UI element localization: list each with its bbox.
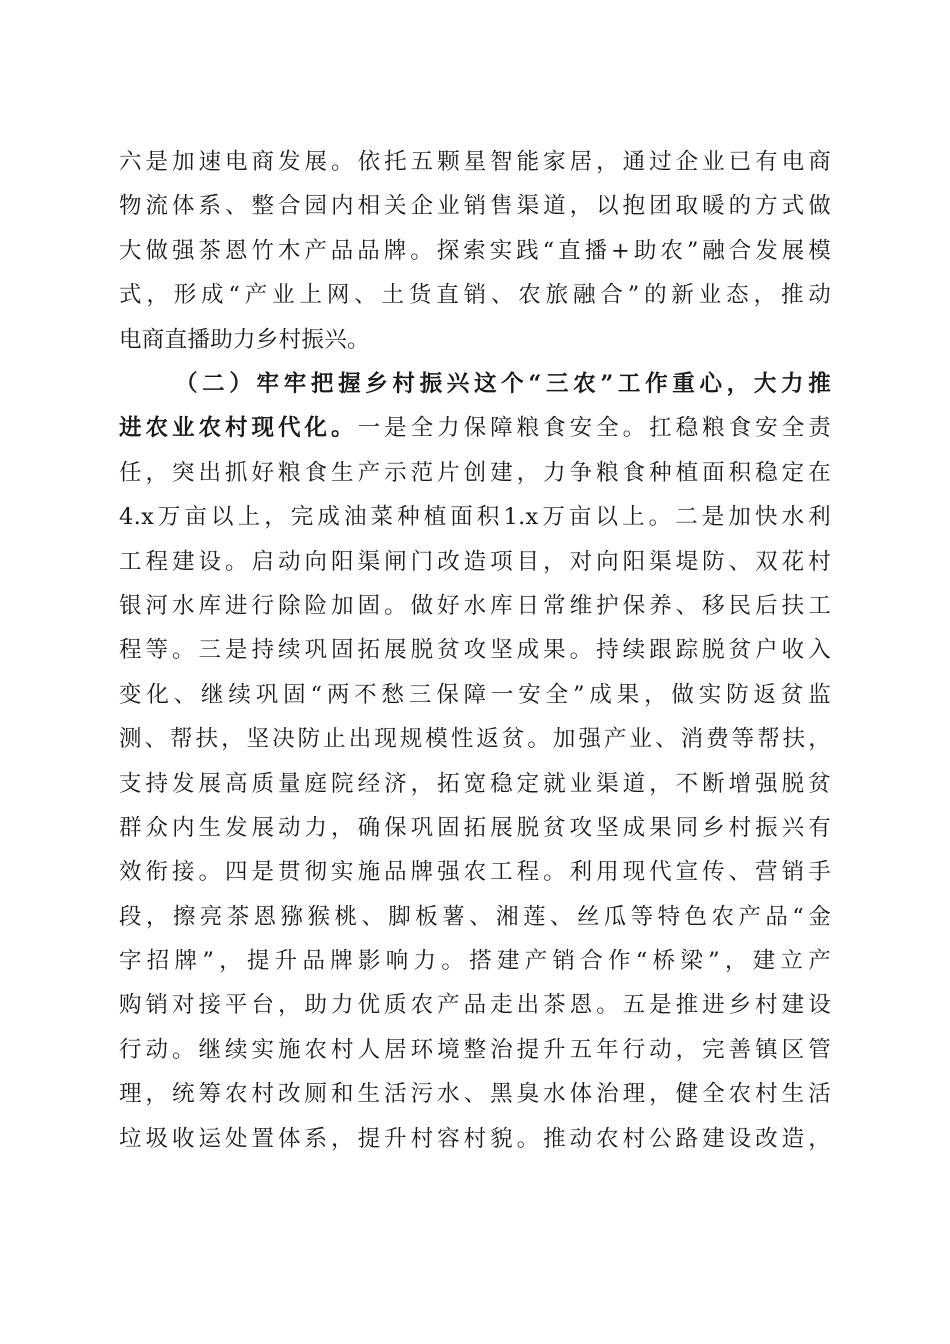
paragraph-rural-revitalization [119, 362, 831, 1161]
text-line: 字招牌”，提升品牌影响力。搭建产销合作“桥梁”，建立产 [119, 948, 831, 975]
text-line: 大做强茶恩竹木产品品牌。探索实践“直播+助农”融合发展模 [119, 237, 831, 264]
text-line: 银河水库进行除险加固。做好水库日常维护保养、移民后扶工 [119, 592, 831, 619]
text-line: 程等。三是持续巩固拓展脱贫攻坚成果。持续跟踪脱贫户收入 [119, 637, 831, 664]
text-line: 行动。继续实施农村人居环境整治提升五年行动，完善镇区管 [119, 1036, 831, 1063]
text-line: 支持发展高质量庭院经济，拓宽稳定就业渠道，不断增强脱贫 [119, 770, 831, 797]
text-segment: 一是全力保障粮食安全。扛稳粮食安全责 [357, 415, 832, 442]
text-line: 购销对接平台，助力优质农产品走出茶恩。五是推进乡村建设 [119, 992, 831, 1019]
text-line-mixed [119, 406, 831, 450]
text-line: 4.x万亩以上，完成油菜种植面积1.x万亩以上。二是加快水利 [119, 504, 831, 531]
text-line: 测、帮扶，坚决防止出现规模性返贫。加强产业、消费等帮扶， [119, 726, 831, 753]
section-heading: （二）牢牢把握乡村振兴这个“三农”工作重心，大力推 [175, 371, 831, 397]
text-line: 六是加速电商发展。依托五颗星智能家居，通过企业已有电商 [119, 149, 831, 175]
text-line: 变化、继续巩固“两不愁三保障一安全”成果，做实防返贫监 [119, 681, 831, 708]
text-line: 段，擦亮茶恩猕猴桃、脚板薯、湘莲、丝瓜等特色农产品“金 [119, 903, 831, 930]
text-line: 垃圾收运处置体系，提升村容村貌。推动农村公路建设改造， [119, 1125, 831, 1152]
text-line: 工程建设。启动向阳渠闸门改造项目，对向阳渠堤防、双花村 [119, 548, 831, 575]
text-line: 群众内生发展动力，确保巩固拓展脱贫攻坚成果同乡村振兴有 [119, 814, 831, 841]
text-line: 任，突出抓好粮食生产示范片创建，力争粮食种植面积稳定在 [119, 459, 831, 486]
paragraph-ecommerce [119, 140, 831, 362]
section-heading-continued: 进农业农村现代化。 [119, 415, 358, 442]
text-line: 物流体系、整合园内相关企业销售渠道，以抱团取暖的方式做 [119, 193, 831, 220]
text-line: 式，形成“产业上网、土货直销、农旅融合”的新业态，推动 [119, 282, 831, 309]
text-line: 效衔接。四是贯彻实施品牌强农工程。利用现代宣传、营销手 [119, 859, 831, 886]
text-line: 电商直播助力乡村振兴。 [119, 326, 370, 353]
text-line: 理，统筹农村改厕和生活污水、黑臭水体治理，健全农村生活 [119, 1081, 831, 1108]
